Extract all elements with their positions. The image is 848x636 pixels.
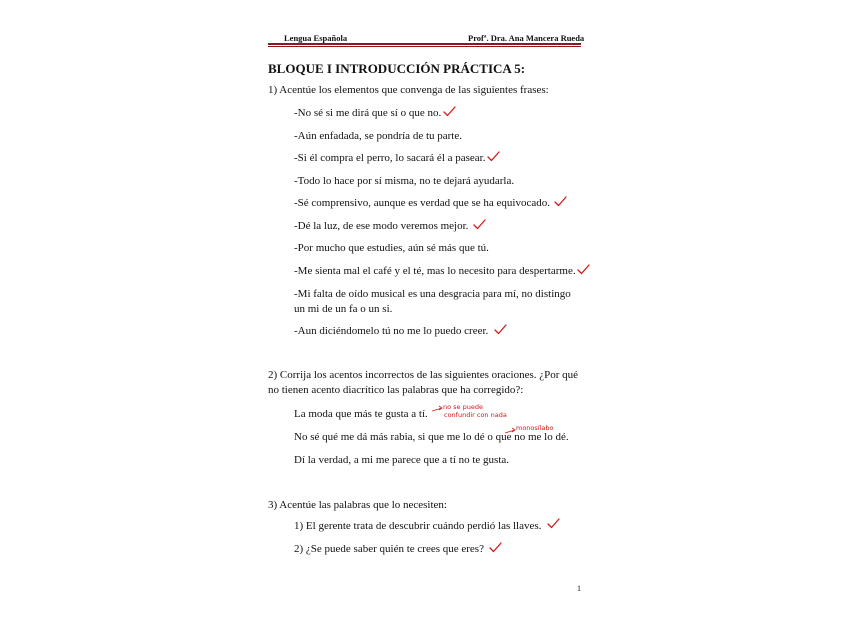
section2-instruction-cont: no tienen acento diacrítico las palabras que ha corregido?: <box>268 384 524 396</box>
annotation-note: no se puede <box>443 403 483 411</box>
section1-instruction: 1) Acentúe los elementos que convenga de las siguientes frases: <box>268 84 549 96</box>
header-rule-thin <box>268 46 581 47</box>
section3-item: 1) El gerente trata de descubrir cuándo perdió las llaves. <box>294 520 542 532</box>
page-number: 1 <box>577 584 581 593</box>
annotation-note: monosílabo <box>516 424 554 432</box>
section1-item: -Aún enfadada, se pondría de tu parte. <box>294 130 462 142</box>
check-mark-icon <box>577 264 590 275</box>
section1-item: -Dé la luz, de ese modo veremos mejor. <box>294 220 469 232</box>
header-teacher: Profª. Dra. Ana Mancera Rueda <box>468 33 585 43</box>
section3-item: 2) ¿Se puede saber quién te crees que eres? <box>294 543 484 555</box>
section1-item: -Todo lo hace por sí misma, no te dejará ayudarla. <box>294 175 515 187</box>
header-rule <box>268 43 581 45</box>
section1-item: -Mi falta de oído musical es una desgracia para mí, no distingo <box>294 288 571 300</box>
check-mark-icon <box>554 196 567 207</box>
section1-item: -Sé comprensivo, aunque es verdad que se ha equivocado. <box>294 197 550 209</box>
section1-item: -Si él compra el perro, lo sacará él a pasear. <box>294 152 486 164</box>
section2-item: Dí la verdad, a mi me parece que a tí no te gusta. <box>294 454 510 466</box>
section2-instruction: 2) Corrija los acentos incorrectos de las siguientes oraciones. ¿Por qué <box>268 369 579 381</box>
page-title: BLOQUE I INTRODUCCIÓN PRÁCTICA 5: <box>268 61 526 76</box>
section1-item-continuation: un mi de un fa o un si. <box>294 303 393 315</box>
check-mark-icon <box>547 518 560 529</box>
section1-item: -Me sienta mal el café y el té, mas lo necesito para despertarme. <box>294 265 576 277</box>
check-mark-icon <box>494 324 507 335</box>
section2-item: La moda que más te gusta a tí. <box>294 408 428 420</box>
header-subject: Lengua Española <box>284 33 348 43</box>
section3-instruction: 3) Acentúe las palabras que lo necesiten: <box>268 499 447 511</box>
section2-item: No sé qué me dá más rabia, si que me lo dé o que no me lo dé. <box>294 431 569 443</box>
section1-item: -Por mucho que estudies, aún sé más que tú. <box>294 242 489 254</box>
annotation-note: confundir con nada <box>444 411 507 419</box>
check-mark-icon <box>489 542 502 553</box>
check-mark-icon <box>487 151 500 162</box>
check-mark-icon <box>443 106 456 117</box>
section1-item: -Aun diciéndomelo tú no me lo puedo creer. <box>294 325 489 337</box>
section1-item: -No sé si me dirá que sí o que no. <box>294 107 442 119</box>
check-mark-icon <box>473 219 486 230</box>
